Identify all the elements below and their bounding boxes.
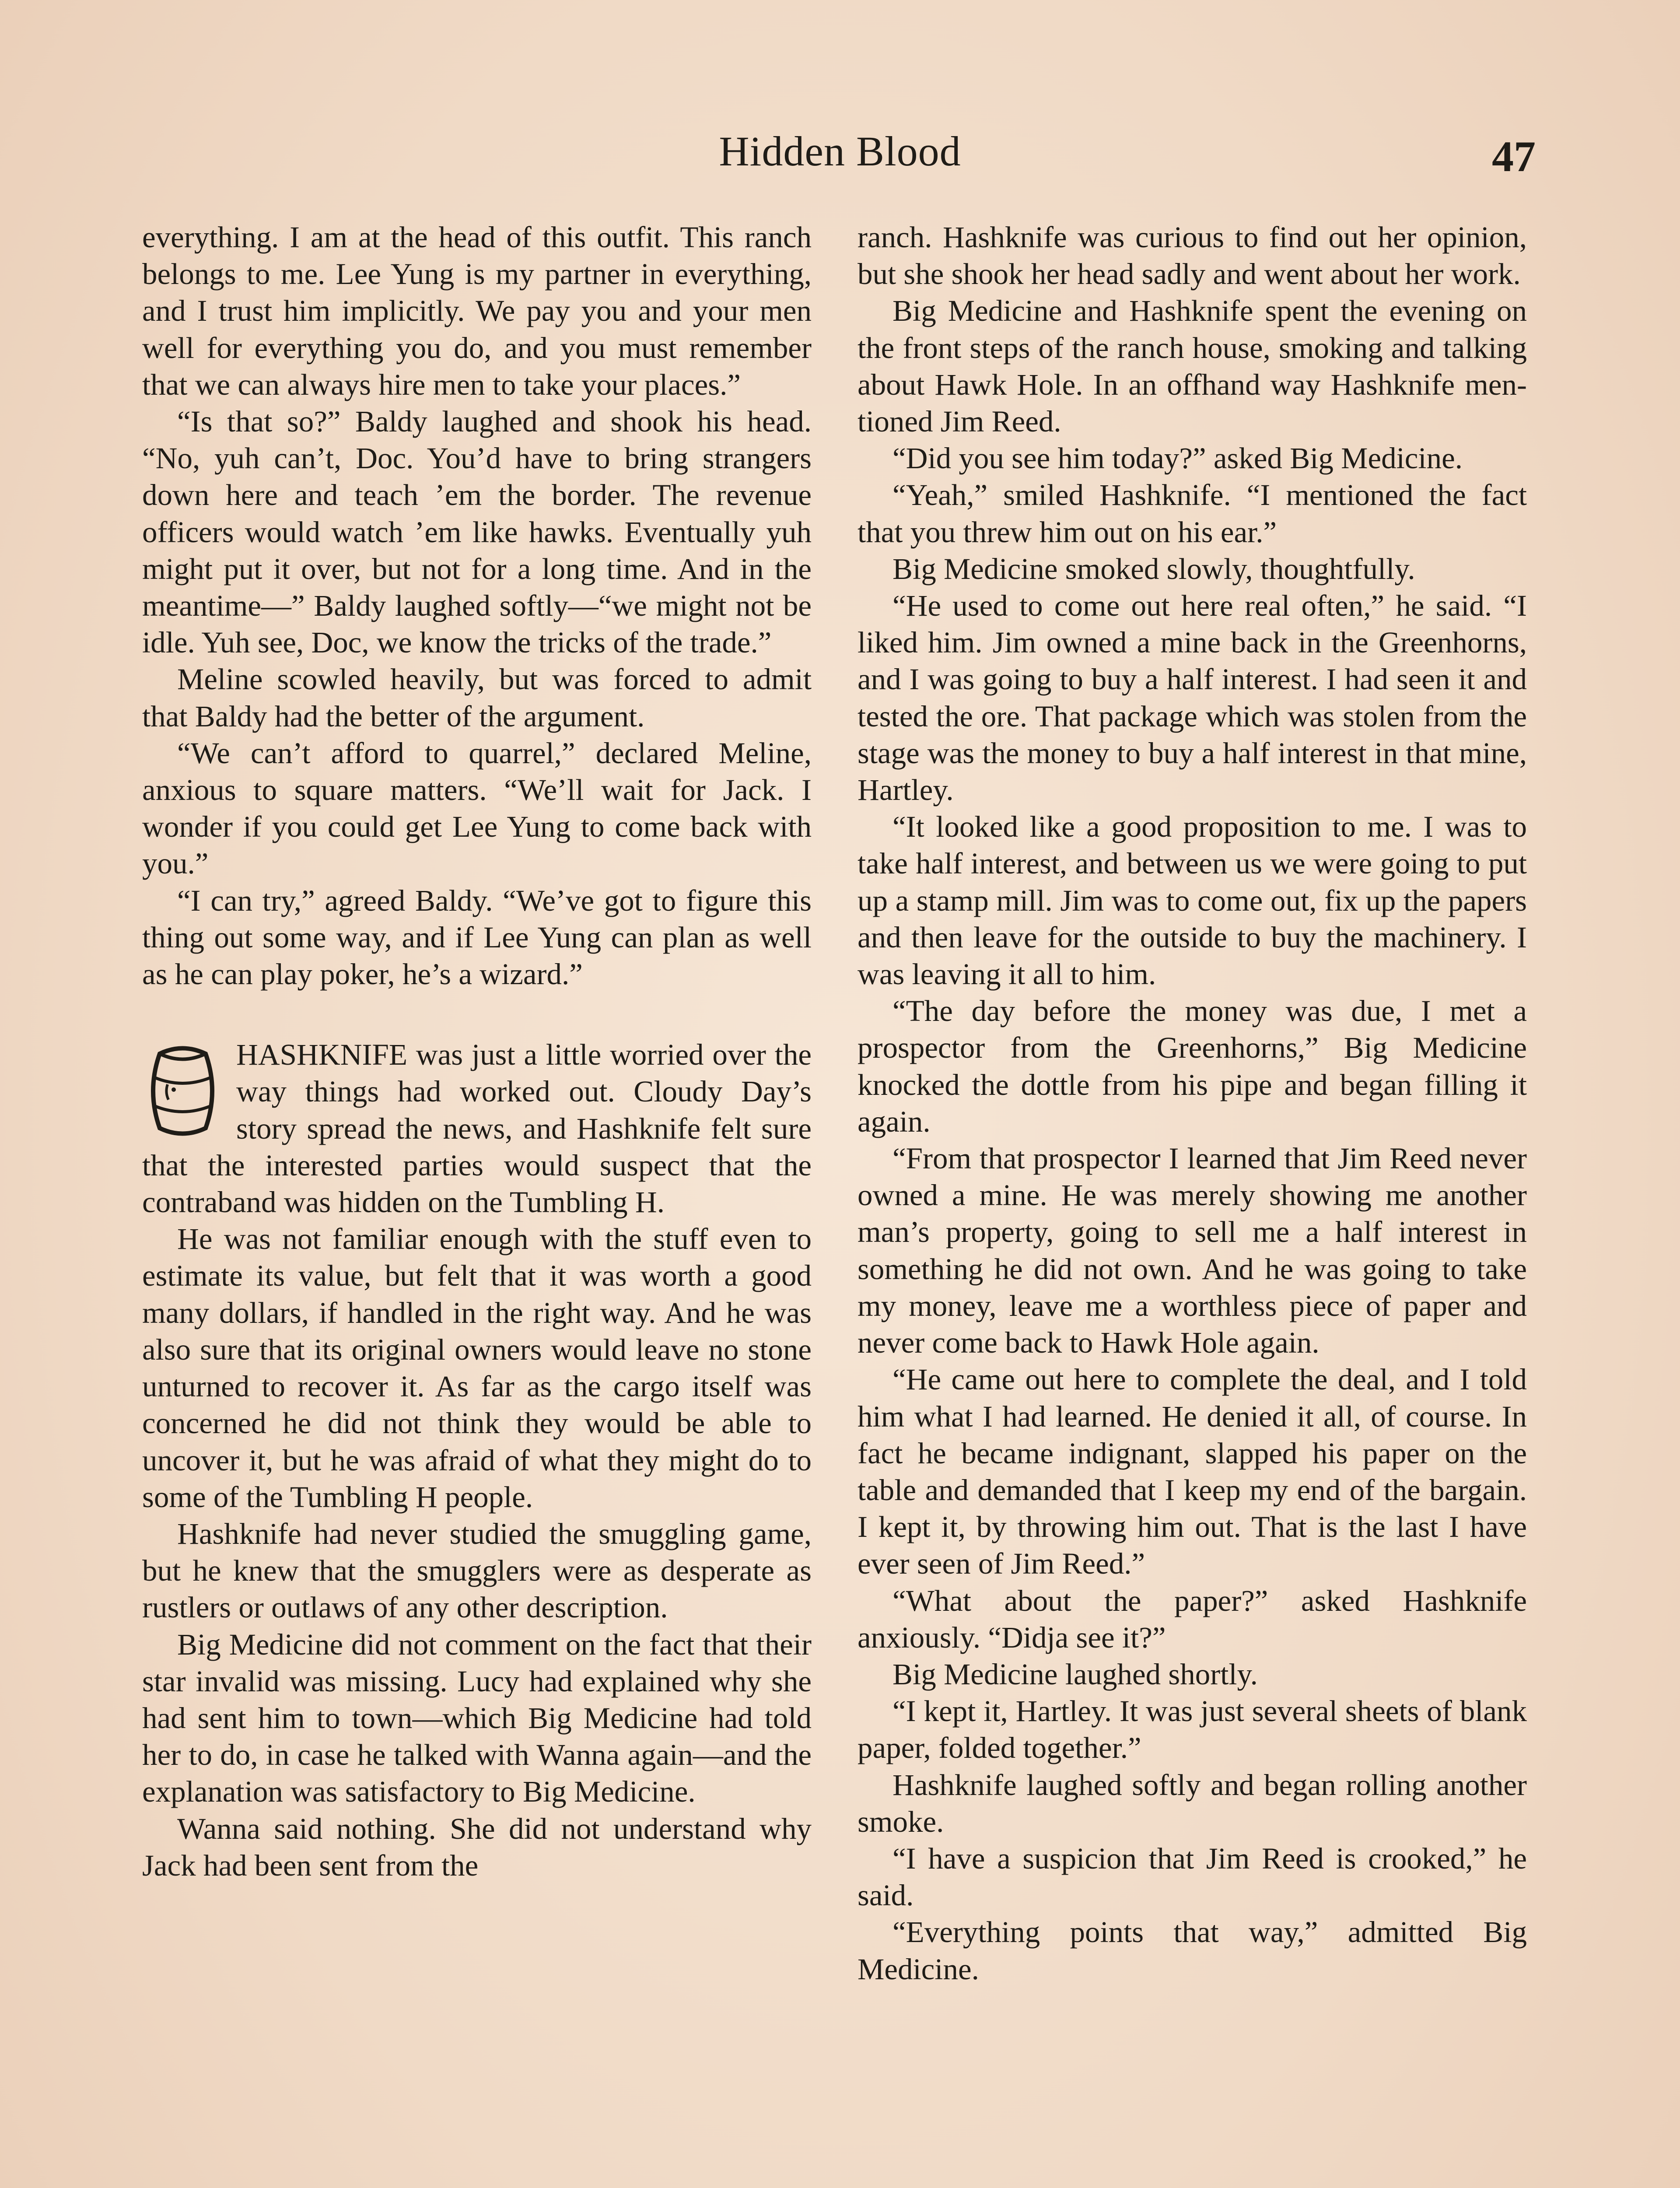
paragraph: He was not familiar enough with the stuff even to estimate its value, but felt that it was worth a good many dollars, if handled in the right way. And he was also sure that its original owners would leave no stone unturned to recover it. As far as the cargo itself was concerned he did not think they would be able to uncover it, but he was afraid of what they might do to some of the Tumbling H people. [142,1222,812,1514]
paragraph: “From that prospector I learned that Jim Reed never owned a mine. He was merely showing me another man’s property, going to sell me a half interest in something he did not own. And he was going to take my money, leave me a worthless piece of paper and never come back to Hawk Hole again. [858,1142,1527,1360]
left-column [142,219,812,1884]
paragraph: Big Medicine smoked slowly, thoughtfully. [892,552,1415,586]
paragraph: Big Medicine did not comment on the fact that their star invalid was missing. Lucy had explained why she had sent him to town—which Big Medicine had told her to do, in case he talked with Wanna again—and the explanation was satisfactory to Big Medicine. [142,1627,812,1809]
paragraph: everything. I am at the head of this outfit. This ranch belongs to me. Lee Yung is my partner in everything, and I trust him implicitly. We pay you and your men well for everything you do, and you must remember that we can always hire men to take your places.” [142,221,812,401]
paragraph: Big Medicine laughed shortly. [892,1657,1258,1691]
paragraph: “I have a suspicion that Jim Reed is crooked,” he said. [858,1841,1527,1912]
section-opening-paragraph: HASHKNIFE was just a little worried over the way things had worked out. Cloudy Day’s story spread the news, and Hashknife felt sure that the interested parties would suspect that the contraband was hidden on the Tumbling H. [142,1038,812,1219]
right-column [858,219,1527,1988]
paragraph: “We can’t afford to quarrel,” declared Meline, anxious to square matters. “We’ll wait for Jack. I wonder if you could get Lee Yung to come back with you.” [142,736,812,880]
page-number: 47 [1492,132,1536,181]
paragraph: ranch. Hashknife was curious to find out her opinion, but she shook her head sadly and went about her work. [858,221,1527,291]
paragraph: Meline scowled heavily, but was forced to admit that Baldy had the better of the argument. [142,663,812,733]
paragraph: “Everything points that way,” admitted Big Medicine. [858,1915,1527,1986]
paragraph: “He came out here to complete the deal, and I told him what I had learned. He denied it all, of course. In fact he became indignant, slapped his paper on the table and demanded that I keep my end of the bargain. I kept it, by throwing him out. That is the last I have ever seen of Jim Reed.” [858,1363,1527,1581]
paragraph: “The day before the money was due, I met a prospector from the Greenhorns,” Big Medicine knocked the dottle from his pipe and began filling it again. [858,994,1527,1138]
paragraph: “I can try,” agreed Baldy. “We’ve got to figure this thing out some way, and if Lee Yung can plan as well as he can play poker, he’s a wizard.” [142,884,812,991]
paragraph: “It looked like a good proposition to me. I was to take half interest, and between us we were going to put up a stamp mill. Jim was to come out, fix up the papers and then leave for the outside to buy the machinery. I was leaving it all to him. [858,810,1527,991]
section-break [142,992,812,1036]
barrel-icon [142,1041,223,1141]
paragraph: “He used to come out here real often,” he said. “I liked him. Jim owned a mine back in the Greenhorns, and I was going to buy a half interest. I had seen it and tested the ore. That package which was stolen from the stage was the money to buy a half interest in that mine, Hartley. [858,589,1527,807]
paragraph: “Yeah,” smiled Hashknife. “I mentioned the fact that you threw him out on his ear.” [858,478,1527,549]
paragraph: “What about the paper?” asked Hashknife anxiously. “Didja see it?” [858,1584,1527,1654]
paragraph: Wanna said nothing. She did not understand why Jack had been sent from the [142,1812,812,1882]
paragraph: Hashknife had never studied the smuggling game, but he knew that the smugglers were as desperate as rustlers or outlaws of any other description. [142,1517,812,1624]
paragraph: “Did you see him today?” asked Big Medicine. [892,442,1463,475]
paragraph: “Is that so?” Baldy laughed and shook his head. “No, yuh can’t, Doc. You’d have to bring strangers down here and teach ’em the border. The revenue officers would watch ’em like hawks. Eventually yuh might put it over, but not for a long time. And in the meantime—” Baldy laughed softly—“we might not be idle. Yuh see, Doc, we know the tricks of the trade.” [142,405,812,659]
paragraph: Hashknife laughed softly and began rolling another smoke. [858,1768,1527,1838]
paragraph: “I kept it, Hartley. It was just several sheets of blank paper, folded together.” [858,1694,1527,1765]
running-title: Hidden Blood [719,128,961,175]
paragraph: Big Medicine and Hashknife spent the evening on the front steps of the ranch house, smoking and talking about Hawk Hole. In an offhand way Hashknife mentioned Jim Reed. [858,294,1527,438]
